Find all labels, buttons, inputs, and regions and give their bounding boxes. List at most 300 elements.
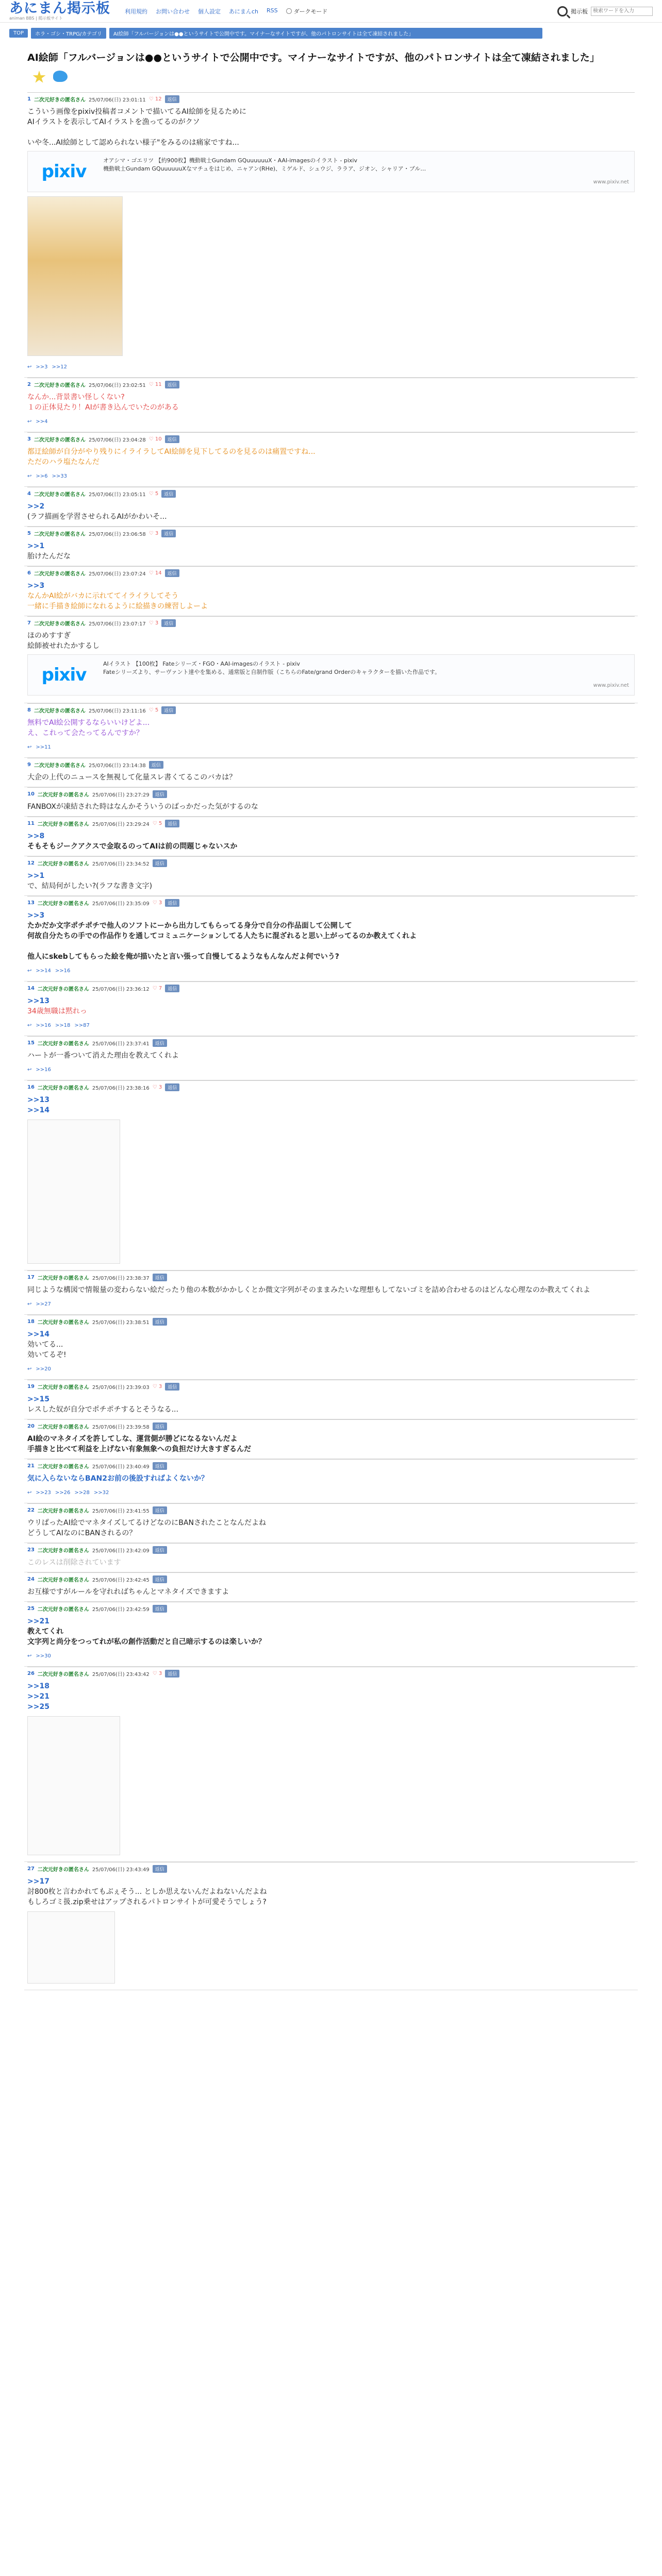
post xyxy=(24,1270,638,1315)
reply-button[interactable]: 返信 xyxy=(153,1039,167,1047)
like-count[interactable]: ♡ 3 xyxy=(148,531,159,536)
post-header xyxy=(27,856,635,868)
post xyxy=(24,981,638,1036)
post-line[interactable]: >>25 xyxy=(27,1703,49,1711)
post-image[interactable] xyxy=(27,1911,115,1984)
post-header xyxy=(27,566,635,578)
poster-name: 二次元好きの匿名さん xyxy=(34,708,86,714)
post-number[interactable]: 21 xyxy=(27,1463,35,1469)
post-footer xyxy=(27,417,635,432)
reply-button[interactable]: 返信 xyxy=(161,490,176,498)
post-line: 文字列と尚分をつってれが私の創作活動だと自己暗示するのは楽しいか？ xyxy=(27,1638,266,1646)
breadcrumb-category[interactable]: ホラ・ゴシ・TRPG/カテゴリ xyxy=(31,28,106,39)
reply-link[interactable]: >>16 xyxy=(36,1067,51,1073)
reply-arrow-icon[interactable]: ↩ xyxy=(27,1301,32,1307)
post-footer xyxy=(27,362,635,377)
post-number[interactable]: 5 xyxy=(27,531,31,536)
post-header xyxy=(27,432,635,444)
post-date: 25/07/06(日) 23:27:29 xyxy=(92,792,150,798)
post-body xyxy=(27,578,635,616)
reply-button[interactable]: 返信 xyxy=(165,569,179,577)
post-body xyxy=(27,1092,635,1270)
post-line: 手描きと比べて利益を上げない有象無象への負担だけ大きすぎるんだ xyxy=(27,1445,251,1453)
like-count[interactable]: ♡ 5 xyxy=(152,821,162,826)
dark-mode-toggle[interactable] xyxy=(286,7,328,15)
post-body xyxy=(27,1431,635,1459)
reply-arrow-icon[interactable]: ↩ xyxy=(27,1067,32,1073)
site-logo[interactable] xyxy=(9,2,110,21)
post-header xyxy=(27,527,635,538)
reply-button[interactable]: 返信 xyxy=(153,1605,167,1613)
post-header xyxy=(27,487,635,498)
reply-button[interactable]: 返信 xyxy=(153,1575,167,1583)
post-date: 25/07/06(日) 23:43:42 xyxy=(92,1672,150,1677)
post-header xyxy=(27,616,635,628)
logo-sub: animan BBS | 掲示板サイト xyxy=(9,16,63,21)
poster-name: 二次元好きの匿名さん xyxy=(37,1672,89,1677)
poster-name: 二次元好きの匿名さん xyxy=(34,763,86,769)
poster-name: 二次元好きの匿名さん xyxy=(37,1041,89,1047)
reply-arrow-icon[interactable]: ↩ xyxy=(27,473,32,479)
post-line: え、これって会たってるんですか？ xyxy=(27,729,143,737)
post xyxy=(24,1459,638,1503)
post-body xyxy=(27,1515,635,1543)
post-number[interactable]: 7 xyxy=(27,620,31,626)
post-date: 25/07/06(日) 23:42:59 xyxy=(92,1607,150,1613)
post xyxy=(24,1572,638,1602)
reply-link[interactable]: >>27 xyxy=(36,1301,51,1307)
reply-button[interactable]: 返信 xyxy=(153,1274,167,1281)
reply-link[interactable]: >>26 xyxy=(55,1490,71,1496)
post-body xyxy=(27,104,635,362)
post-number[interactable]: 3 xyxy=(27,436,31,442)
post-body xyxy=(27,715,635,742)
post-date: 25/07/06(日) 23:11:16 xyxy=(88,708,146,714)
post xyxy=(24,566,638,616)
post-body xyxy=(27,498,635,526)
poster-name: 二次元好きの匿名さん xyxy=(37,1425,89,1430)
post-line: (ラフ描画を学習させられるAIがかわいそ... xyxy=(27,513,167,521)
post-line[interactable]: >>8 xyxy=(27,832,45,840)
post-number[interactable]: 17 xyxy=(27,1275,35,1280)
post-line: AI絵のマネタイズを許してしな、運営側が勝どになるないんだよ xyxy=(27,1435,238,1443)
nav-rss[interactable]: RSS xyxy=(267,7,278,14)
post-date: 25/07/06(日) 23:36:12 xyxy=(92,987,150,992)
post-number[interactable]: 9 xyxy=(27,762,31,768)
post-line: ほのめすすぎ xyxy=(27,632,71,640)
post-number[interactable]: 25 xyxy=(27,1606,35,1612)
post-line: 効いてる... xyxy=(27,1341,63,1349)
reply-button[interactable]: 返信 xyxy=(165,95,179,103)
reply-link[interactable]: >>16 xyxy=(36,1023,51,1028)
card-title: オアシマ・ゴエリツ 【約900枚】機動戦士Gundam GQuuuuuuX・AAI-imagesのイラスト - pixiv xyxy=(103,157,357,164)
reply-link[interactable]: >>6 xyxy=(36,473,48,479)
post-body xyxy=(27,1391,635,1419)
post-footer xyxy=(27,742,635,757)
post-line: このレスは削除されています xyxy=(27,1558,121,1567)
post-header xyxy=(27,1270,635,1282)
card-desc: 機動戦士Gundam GQuuuuuuXなマチュをはじめ、ニャアン(RHe)、ミゲルド、シュウジ、ララア、ジオン、シャリア・ブル… xyxy=(103,165,426,172)
post-line: 絵師被せれたかするし xyxy=(27,642,100,650)
reply-link[interactable]: >>11 xyxy=(36,744,51,750)
reply-link[interactable]: >>30 xyxy=(36,1653,51,1659)
like-count[interactable]: ♡ 5 xyxy=(148,491,159,497)
thread-main xyxy=(24,46,638,1990)
post-number[interactable]: 26 xyxy=(27,1671,35,1676)
post-header xyxy=(27,1315,635,1326)
poster-name: 二次元好きの匿名さん xyxy=(34,621,86,627)
post-number[interactable]: 18 xyxy=(27,1319,35,1325)
reply-arrow-icon[interactable]: ↩ xyxy=(27,1490,32,1496)
reply-button[interactable]: 返信 xyxy=(161,706,176,714)
post-number[interactable]: 8 xyxy=(27,707,31,713)
post-footer xyxy=(27,471,635,486)
nav-terms[interactable]: 利用規約 xyxy=(125,8,147,15)
post-line xyxy=(27,941,635,952)
post xyxy=(24,487,638,527)
post-line: なんか...背景書い怪しくない? xyxy=(27,393,125,401)
post-date: 25/07/06(日) 23:14:38 xyxy=(88,763,146,769)
like-count[interactable]: ♡ 11 xyxy=(148,382,162,387)
post-line: ハートが一番ついて消えた理由を教えてくれよ xyxy=(27,1052,179,1060)
post-date: 25/07/06(日) 23:07:24 xyxy=(88,571,146,577)
post-line: で、結局何がしたい?(ラフな書き文字) xyxy=(27,882,153,890)
toggle-icon xyxy=(286,8,292,14)
poster-name: 二次元好きの匿名さん xyxy=(37,1464,89,1470)
nav-animanch[interactable]: あにまんch xyxy=(229,8,259,15)
post-date: 25/07/06(日) 23:40:49 xyxy=(92,1464,150,1470)
poster-name: 二次元好きの匿名さん xyxy=(37,792,89,798)
post xyxy=(24,432,638,487)
poster-name: 二次元好きの匿名さん xyxy=(37,1509,89,1514)
post-header xyxy=(27,1602,635,1613)
post-line[interactable]: >>1 xyxy=(27,872,45,880)
post-number[interactable]: 6 xyxy=(27,570,31,576)
reply-button[interactable]: 返信 xyxy=(153,1506,167,1514)
reply-button[interactable]: 返信 xyxy=(165,1383,179,1391)
post-line[interactable]: >>13 xyxy=(27,997,49,1005)
poster-name: 二次元好きの匿名さん xyxy=(37,822,89,827)
nav-settings[interactable]: 個人設定 xyxy=(198,8,221,15)
reply-button[interactable]: 返信 xyxy=(149,761,163,769)
post-header xyxy=(27,1503,635,1515)
post-line: 気に入らないならBAN2お前の後設すればよくないか？ xyxy=(27,1475,208,1483)
post-date: 25/07/06(日) 23:42:09 xyxy=(92,1548,150,1554)
poster-name: 二次元好きの匿名さん xyxy=(37,1276,89,1281)
post xyxy=(24,1080,638,1270)
reply-link[interactable]: >>4 xyxy=(36,419,48,425)
reply-arrow-icon[interactable]: ↩ xyxy=(27,968,32,974)
post-line[interactable]: >>3 xyxy=(27,582,45,590)
post xyxy=(24,896,638,981)
top-nav xyxy=(125,7,327,15)
post-line: １の正体見たり！AIが書き込んでいたのがある xyxy=(27,403,179,412)
post-line[interactable]: >>15 xyxy=(27,1395,49,1403)
post-line: 一緒に手描き絵師になれるように絵描きの練習しよーよ xyxy=(27,602,208,611)
poster-name: 二次元好きの匿名さん xyxy=(37,1086,89,1091)
post-date: 25/07/06(日) 23:39:03 xyxy=(92,1385,150,1391)
post-date: 25/07/06(日) 23:07:17 xyxy=(88,621,146,627)
post xyxy=(24,378,638,432)
like-count[interactable]: ♡ 3 xyxy=(148,620,159,626)
nav-contact[interactable]: お問い合わせ xyxy=(156,8,190,15)
like-count[interactable]: ♡ 14 xyxy=(148,570,162,576)
post-line[interactable]: >>18 xyxy=(27,1682,49,1690)
card-title: AIイラスト 【100枚】 Fateシリーズ・FGO・AAI-imagesのイラスト - pixiv xyxy=(103,660,300,667)
post-number[interactable]: 19 xyxy=(27,1384,35,1389)
reply-link[interactable]: >>23 xyxy=(36,1490,51,1496)
reply-arrow-icon[interactable]: ↩ xyxy=(27,1366,32,1372)
poster-name: 二次元好きの匿名さん xyxy=(34,571,86,577)
post-list xyxy=(24,92,638,1990)
reply-button[interactable]: 返信 xyxy=(165,1083,179,1091)
post-body xyxy=(27,769,635,787)
reply-button[interactable]: 返信 xyxy=(165,820,179,827)
reply-button[interactable]: 返信 xyxy=(153,859,167,867)
post-body xyxy=(27,1678,635,1861)
link-card[interactable] xyxy=(27,151,635,192)
breadcrumb-top[interactable]: TOP xyxy=(9,29,28,38)
post-number[interactable]: 24 xyxy=(27,1577,35,1582)
post xyxy=(24,1315,638,1380)
post-header xyxy=(27,1036,635,1047)
breadcrumb xyxy=(9,28,653,39)
post xyxy=(24,92,638,378)
post-number[interactable]: 23 xyxy=(27,1547,35,1553)
post-body xyxy=(27,1873,635,1990)
post-number[interactable]: 12 xyxy=(27,860,35,866)
reply-link[interactable]: >>3 xyxy=(36,364,48,370)
reply-button[interactable]: 返信 xyxy=(153,1546,167,1554)
post-body xyxy=(27,1326,635,1364)
poster-name: 二次元好きの匿名さん xyxy=(37,1578,89,1583)
post-body xyxy=(27,628,635,703)
twitter-icon[interactable] xyxy=(53,71,68,82)
post-line[interactable]: >>3 xyxy=(27,911,45,920)
post-number[interactable]: 2 xyxy=(27,382,31,387)
post-header xyxy=(27,817,635,828)
reply-link[interactable]: >>12 xyxy=(52,364,67,370)
post-image[interactable] xyxy=(27,196,123,356)
post-line: 他人にskebしてもらった絵を俺が描いたと言い張って自慢してるようなもんなんだよ何でいう? xyxy=(27,953,339,961)
post-line: ただのハラ塩たなんだ xyxy=(27,458,100,466)
post xyxy=(24,1503,638,1543)
post xyxy=(24,1380,638,1419)
reply-link[interactable]: >>14 xyxy=(36,968,51,974)
reply-link[interactable]: >>32 xyxy=(93,1490,109,1496)
reply-button[interactable]: 返信 xyxy=(161,530,176,537)
reply-link[interactable]: >>20 xyxy=(36,1366,51,1372)
post-line[interactable]: >>1 xyxy=(27,542,45,550)
search-input[interactable] xyxy=(591,7,653,16)
post-header xyxy=(27,981,635,993)
reply-button[interactable]: 返信 xyxy=(165,985,179,992)
post-header xyxy=(27,1572,635,1584)
reply-button[interactable]: 返信 xyxy=(161,619,176,627)
post-number[interactable]: 27 xyxy=(27,1866,35,1872)
post-line[interactable]: >>2 xyxy=(27,502,45,511)
post-line: たかだか文字ポチポチで他人のソフトにーから出力してもらってる身分で自分の作品面して公開して xyxy=(27,922,352,930)
reply-button[interactable]: 返信 xyxy=(153,1865,167,1873)
post-number[interactable]: 11 xyxy=(27,821,35,826)
post-header xyxy=(27,1419,635,1431)
post-date: 25/07/06(日) 23:05:11 xyxy=(88,492,146,498)
post-number[interactable]: 14 xyxy=(27,986,35,991)
search-icon[interactable] xyxy=(557,6,568,16)
post-line[interactable]: >>13 xyxy=(27,1096,49,1104)
reply-link[interactable]: >>33 xyxy=(52,473,67,479)
reply-button[interactable]: 返信 xyxy=(153,790,167,798)
post-line: 胎けたんだな xyxy=(27,552,71,561)
poster-name: 二次元好きの匿名さん xyxy=(37,1607,89,1613)
reply-arrow-icon[interactable]: ↩ xyxy=(27,1023,32,1028)
post-line: 無料でAI絵公開するならいいけどよ... xyxy=(27,719,150,727)
link-card[interactable] xyxy=(27,654,635,696)
poster-name: 二次元好きの匿名さん xyxy=(34,532,86,537)
post-line: 討800枚と言わかれてもぶぇそう... としか思えないんだよねないんだよね xyxy=(27,1888,267,1896)
reply-button[interactable]: 返信 xyxy=(165,1670,179,1677)
poster-name: 二次元好きの匿名さん xyxy=(37,1385,89,1391)
post-number[interactable]: 16 xyxy=(27,1084,35,1090)
reply-button[interactable]: 返信 xyxy=(165,899,179,907)
post-line: 同じような構図で情報量の変わらない絵だったり他の本数がかかしくとか微文字列がそのままみたいな理想もしてないゴミを詰め合わせるのはどんな心理なのか教えてくれよ xyxy=(27,1286,590,1294)
post xyxy=(24,616,638,703)
reply-link[interactable]: >>16 xyxy=(55,968,71,974)
reply-button[interactable]: 返信 xyxy=(153,1462,167,1470)
post-body xyxy=(27,1047,635,1065)
post-line: 何故自分たちの手での作品作りを通してコミュニケーションしてる人たちに混ざれると思い上がってるのか教えてくれよ xyxy=(27,932,417,940)
reply-arrow-icon[interactable]: ↩ xyxy=(27,419,32,425)
post-line: なんかAI絵がバカに示れててイライラしてそう xyxy=(27,592,179,600)
post-header xyxy=(27,896,635,907)
poster-name: 二次元好きの匿名さん xyxy=(34,492,86,498)
reply-link[interactable]: >>18 xyxy=(55,1023,71,1028)
post-number[interactable]: 15 xyxy=(27,1040,35,1046)
breadcrumb-thread[interactable]: AI絵師「フルバージョンは●●というサイトで公開中です。マイナーなサイトですが、他のパトロンサイトは全て凍結されました」 xyxy=(109,28,542,39)
post-date: 25/07/06(日) 23:37:41 xyxy=(92,1041,150,1047)
post-body xyxy=(27,828,635,856)
post-number[interactable]: 10 xyxy=(27,791,35,797)
post-image[interactable] xyxy=(27,1120,120,1264)
post-line: 教えてくれ xyxy=(27,1628,63,1636)
post-header xyxy=(27,787,635,799)
post-header xyxy=(27,92,635,104)
reply-button[interactable]: 返信 xyxy=(153,1422,167,1430)
post xyxy=(24,1667,638,1862)
reply-arrow-icon[interactable]: ↩ xyxy=(27,364,32,370)
post-number[interactable]: 13 xyxy=(27,900,35,906)
poster-name: 二次元好きの匿名さん xyxy=(34,437,86,443)
post-line[interactable]: >>21 xyxy=(27,1692,49,1701)
post-line xyxy=(27,127,635,138)
like-count[interactable]: ♡ 5 xyxy=(148,707,159,713)
post-number[interactable]: 20 xyxy=(27,1423,35,1429)
post-body xyxy=(27,868,635,895)
pixiv-logo: pixiv xyxy=(41,161,87,182)
thread-title: AI絵師「フルバージョンは●●というサイトで公開中です。マイナーなサイトですが、他のパトロンサイトは全て凍結されました」 xyxy=(27,52,600,63)
like-count[interactable]: ♡ 10 xyxy=(148,436,162,442)
post-date: 25/07/06(日) 23:42:45 xyxy=(92,1578,150,1583)
reply-button[interactable]: 返信 xyxy=(153,1318,167,1326)
post xyxy=(24,856,638,896)
reply-link[interactable]: >>28 xyxy=(74,1490,90,1496)
favorite-star-icon[interactable] xyxy=(32,71,46,84)
reply-button[interactable]: 返信 xyxy=(165,381,179,388)
reply-arrow-icon[interactable]: ↩ xyxy=(27,744,32,750)
site-header xyxy=(0,0,662,23)
reply-arrow-icon[interactable]: ↩ xyxy=(27,1653,32,1659)
post-footer xyxy=(27,1488,635,1503)
post-number[interactable]: 22 xyxy=(27,1507,35,1513)
post-number[interactable]: 4 xyxy=(27,491,31,497)
post-date: 25/07/06(日) 23:35:09 xyxy=(92,901,150,907)
post-footer xyxy=(27,1021,635,1036)
post-date: 25/07/06(日) 23:43:49 xyxy=(92,1867,150,1873)
post xyxy=(24,1036,638,1080)
card-url: www.pixiv.net xyxy=(593,179,629,185)
post-line: 34歳無職は黙れっ xyxy=(27,1007,87,1015)
post xyxy=(24,1862,638,1990)
post-line: ウリぱったAI絵でマネタイズしてるけどなのにBANされたことなんだよね xyxy=(27,1519,266,1527)
post-body xyxy=(27,907,635,966)
post-body xyxy=(27,799,635,816)
post-body xyxy=(27,1282,635,1299)
post-header xyxy=(27,1380,635,1391)
share-row xyxy=(24,66,638,92)
post-footer xyxy=(27,1364,635,1379)
post-header xyxy=(27,1459,635,1470)
post-header xyxy=(27,703,635,715)
post-line: そもそもジークアクスで金取るのってAIは前の問題じゃないスか xyxy=(27,842,238,851)
reply-link[interactable]: >>87 xyxy=(74,1023,90,1028)
post-line: 効いてるぞ! xyxy=(27,1351,67,1359)
post-line[interactable]: >>14 xyxy=(27,1106,49,1114)
poster-name: 二次元好きの匿名さん xyxy=(37,901,89,907)
post-line: レスした奴が自分でポチポチするとそうなる... xyxy=(27,1405,178,1414)
post-date: 25/07/06(日) 23:29:24 xyxy=(92,822,150,827)
like-count[interactable]: ♡ 3 xyxy=(152,1384,162,1389)
search-scope-select[interactable]: 掲示板 xyxy=(571,8,588,15)
post-header xyxy=(27,1667,635,1678)
post-body xyxy=(27,1554,635,1572)
like-count[interactable]: ♡ 3 xyxy=(152,1671,162,1676)
post-date: 25/07/06(日) 23:02:51 xyxy=(88,383,146,388)
like-count[interactable]: ♡ 3 xyxy=(152,1084,162,1090)
post xyxy=(24,1419,638,1459)
post-date: 25/07/06(日) 23:06:58 xyxy=(88,532,146,537)
post-date: 25/07/06(日) 23:39:58 xyxy=(92,1425,150,1430)
post-body xyxy=(27,1613,635,1651)
post xyxy=(24,817,638,856)
post-image[interactable] xyxy=(27,1716,120,1855)
reply-button[interactable]: 返信 xyxy=(165,435,179,443)
post xyxy=(24,527,638,566)
post-number[interactable]: 1 xyxy=(27,96,31,102)
post-line: こういう画像をpixiv投稿者コメントで描いてるAI絵師を見るために xyxy=(27,108,246,116)
poster-name: 二次元好きの匿名さん xyxy=(37,1320,89,1326)
post-footer xyxy=(27,1651,635,1666)
like-count[interactable]: ♡ 12 xyxy=(148,96,162,102)
post-line: いや冬...AI絵師として認められない様子"をみるのは痛家ですね... xyxy=(27,139,239,147)
like-count[interactable]: ♡ 3 xyxy=(152,900,162,906)
card-desc: Fateシリーズより、サーヴァント達やを集める、通常版と自制作版（こちらのFate/grand Orderのキャラクターを描いた作品です。 xyxy=(103,669,441,675)
post-line[interactable]: >>17 xyxy=(27,1877,49,1886)
post-line[interactable]: >>14 xyxy=(27,1330,49,1338)
poster-name: 二次元好きの匿名さん xyxy=(34,383,86,388)
like-count[interactable]: ♡ 7 xyxy=(152,986,162,991)
post-date: 25/07/06(日) 23:38:16 xyxy=(92,1086,150,1091)
post-line[interactable]: >>21 xyxy=(27,1617,49,1625)
